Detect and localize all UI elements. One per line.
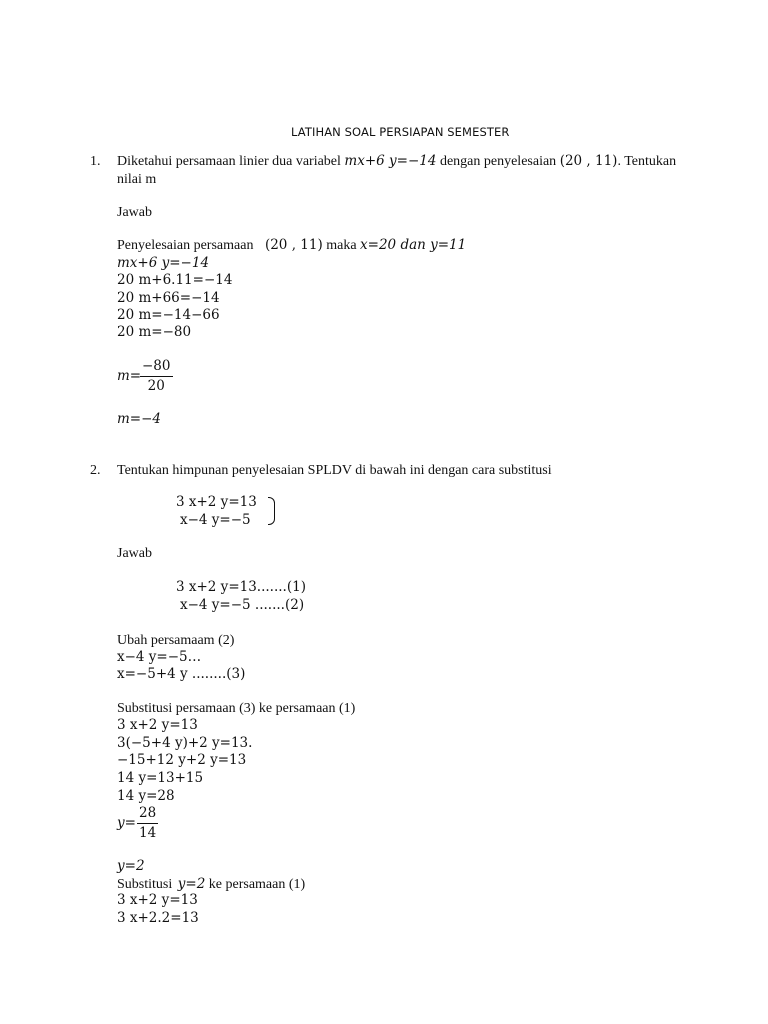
substitution-2-line (117, 876, 305, 893)
q1-fraction (140, 358, 173, 395)
q2-fraction-lhs: y= (117, 815, 136, 831)
document-title: LATIHAN SOAL PERSIAPAN SEMESTER (291, 125, 510, 139)
substitution-2-equation: y=2 (177, 876, 206, 892)
substitution-step: 14 y=13+15 (117, 770, 204, 786)
final-step: 3 x+2 y=13 (117, 892, 198, 908)
ubah-step: x−4 y=−5… (117, 649, 202, 665)
solution-values: x=20 dan y=11 (360, 237, 467, 253)
substitution-2-suffix: ke persamaan (1) (208, 877, 306, 892)
question-2-text: Tentukan himpunan penyelesaian SPLDV di bawah ini dengan cara substitusi (117, 463, 552, 478)
q1-fraction-numerator: −80 (140, 358, 173, 377)
q1-step: 20 m=−14−66 (117, 307, 220, 323)
q1-result: m=−4 (117, 411, 162, 427)
q2-fraction-denominator: 14 (139, 825, 157, 841)
ubah-label: Ubah persamaam (2) (117, 633, 235, 648)
q1-step: 20 m+66=−14 (117, 290, 220, 306)
q2-fraction-numerator: 28 (137, 805, 158, 824)
question-1-mid: dengan penyelesaian (439, 154, 557, 169)
labeled-equation-1: 3 x+2 y=13.......(1) (176, 579, 306, 595)
y-result: y=2 (117, 858, 145, 874)
substitution-2-prefix: Substitusi (117, 877, 173, 892)
system-equation-2: x−4 y=−5 (180, 512, 251, 528)
system-equation-1: 3 x+2 y=13 (176, 494, 257, 510)
system-brace (268, 497, 275, 525)
q1-fraction-lhs: m= (117, 368, 142, 384)
q1-step: 20 m=−80 (117, 324, 192, 340)
solution-pair: (20 , 11) (264, 237, 323, 253)
question-1-pair: (20 , 11) (559, 153, 618, 169)
q1-step: mx+6 y=−14 (117, 255, 210, 271)
substitution-step: 3(−5+4 y)+2 y=13. (117, 735, 253, 751)
question-2-jawab: Jawab (117, 546, 152, 561)
substitution-step: −15+12 y+2 y=13 (117, 752, 247, 768)
q1-fraction-denominator: 20 (147, 378, 165, 394)
question-2-number: 2. (90, 463, 101, 478)
question-1-line1 (117, 153, 676, 170)
ubah-step: x=−5+4 y ........(3) (117, 666, 246, 682)
q1-step: 20 m+6.11=−14 (117, 272, 233, 288)
substitution-label: Substitusi persamaan (3) ke persamaan (1) (117, 701, 356, 716)
question-1-suffix: . Tentukan (617, 154, 677, 169)
question-1-prefix: Diketahui persamaan linier dua variabel (117, 154, 341, 169)
substitution-step: 14 y=28 (117, 788, 175, 804)
solution-maka: maka (326, 238, 357, 253)
solution-prefix: Penyelesaian persamaan (117, 238, 254, 253)
q2-fraction (137, 805, 158, 842)
question-1-equation: mx+6 y=−14 (344, 153, 437, 169)
question-1-jawab: Jawab (117, 205, 152, 220)
final-step: 3 x+2.2=13 (117, 910, 199, 926)
question-1-line2: nilai m (117, 172, 157, 187)
question-1-number: 1. (90, 154, 101, 169)
substitution-step: 3 x+2 y=13 (117, 717, 198, 733)
labeled-equation-2: x−4 y=−5 .......(2) (180, 597, 305, 613)
question-1-solution-intro (117, 237, 466, 254)
